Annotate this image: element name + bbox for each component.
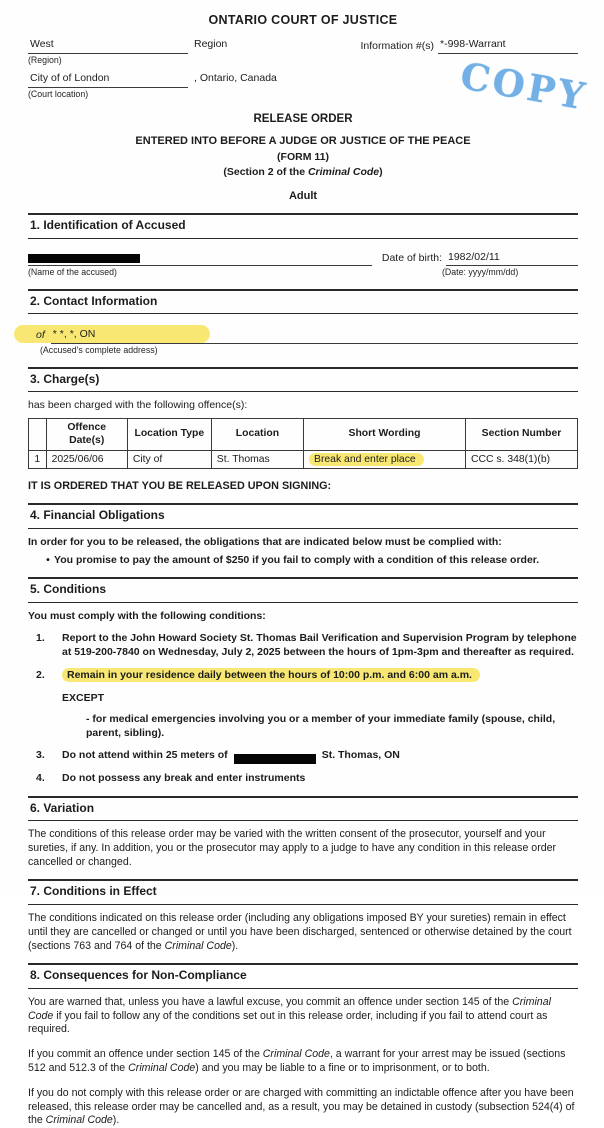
section-pre: (Section 2 of the [223, 166, 308, 179]
criminal-code-section-line [28, 166, 578, 180]
col-short-wording: Short Wording [304, 418, 466, 450]
condition-2-text-wrap [62, 669, 480, 683]
information-field [438, 38, 578, 54]
criminal-code-italic: Criminal Code [164, 939, 232, 952]
information-block [360, 38, 578, 54]
name-field-block [28, 251, 372, 267]
entered-line: ENTERED INTO BEFORE A JUDGE OR JUSTICE OF THE PEACE [135, 135, 471, 148]
financial-bullet-text: You promise to pay the amount of $250 if you fail to comply with a condition of this release order. [54, 553, 540, 566]
section-5-heading: 5. Conditions [28, 577, 578, 603]
except-detail: - for medical emergencies involving you or a member of your immediate family (spouse, child, parent, sibling). [86, 712, 556, 739]
condition-1-text: Report to the John Howard Society St. Thomas Bail Verification and Supervision Program by telephone at 519-200-7840 on Wednesday, July 2, 2025 between the hours of 1pm-3pm and thereafter as required. [62, 632, 577, 659]
information-label: Information #(s) [360, 40, 434, 53]
adult-label: Adult [288, 189, 318, 202]
bullet-icon: • [46, 553, 50, 566]
information-value: *-998-Warrant [440, 38, 506, 51]
para1-pre: You are warned that, unless you have a lawful excuse, you commit an offence under section 145 of the [28, 995, 513, 1008]
cell-short-wording [304, 450, 466, 469]
of-label: of [36, 329, 45, 342]
except-label: EXCEPT [62, 692, 105, 705]
redaction-bar-name [28, 254, 140, 263]
condition-2-highlight: Remain in your residence daily between the hours of 10:00 p.m. and 6:00 am a.m. [62, 668, 480, 682]
para3-post: ). [112, 1114, 120, 1127]
copy-stamp: COPY [457, 53, 591, 119]
conditions-in-effect-text [28, 912, 578, 953]
variation-text: The conditions of this release order may be varied with the written consent of the prosecutor, yourself and your sureties, if any. In addition, you or the prosecutor may apply to a judge to have any condition in this release order cancelled or changed. [28, 828, 557, 868]
effect-pre: The conditions indicated on this release order (including any obligations imposed BY your sureties) remain in effect until they are cancelled or changed or until you have been discharged, sentenced or otherwise detained by the court (sections 763 and 764 of the [28, 912, 572, 952]
region-field [28, 38, 188, 54]
section-6-heading: 6. Variation [28, 796, 578, 822]
court-location-sublabel: (Court location) [28, 88, 89, 99]
cell-offence-date: 2025/06/06 [46, 450, 127, 469]
consequences-para-3 [28, 1087, 578, 1128]
condition-3-text [62, 749, 400, 763]
condition-3 [28, 749, 578, 763]
para2-post: ) and you may be liable to a fine or to imprisonment, or to both. [195, 1061, 490, 1074]
criminal-code-italic: Criminal Code [307, 166, 380, 179]
charges-table [28, 418, 578, 470]
col-row-number [29, 418, 47, 450]
redaction-bar-address [234, 754, 316, 764]
criminal-code-italic: Criminal Code [262, 1048, 330, 1061]
para2-pre: If you commit an offence under section 145 of the [28, 1048, 263, 1061]
financial-intro: In order for you to be released, the obligations that are indicated below must be complied with: [28, 535, 502, 548]
condition-3-number: 3. [36, 749, 45, 762]
col-location: Location [211, 418, 303, 450]
court-location-field [28, 72, 188, 88]
section-post: ) [379, 166, 383, 179]
cell-row-number: 1 [29, 450, 47, 469]
name-field [28, 251, 372, 267]
court-location-suffix: , Ontario, Canada [194, 72, 277, 85]
section-3-heading: 3. Charge(s) [28, 367, 578, 393]
dob-value: 1982/02/11 [448, 250, 500, 263]
form-number: (FORM 11) [277, 150, 329, 163]
condition-2 [28, 669, 578, 683]
address-sublabel: (Accused's complete address) [40, 345, 158, 356]
charges-intro: has been charged with the following offence(s): [28, 399, 248, 412]
condition-3-pre: Do not attend within 25 meters of [62, 749, 228, 762]
region-row [28, 38, 578, 66]
region-field-block [28, 38, 188, 66]
court-location-value: City of of London [30, 72, 110, 85]
release-order-title: RELEASE ORDER [253, 113, 353, 126]
short-wording-highlight: Break and enter place [309, 453, 424, 466]
consequences-para-1 [28, 996, 578, 1037]
para3-pre: If you do not comply with this release order or are charged with committing an indictable offence after you have been released, this release order may be cancelled and, as a result, you may be detained in custody (subsection 524(4) of the [28, 1086, 575, 1127]
section-4-heading: 4. Financial Obligations [28, 503, 578, 529]
section-7-heading: 7. Conditions in Effect [28, 879, 578, 905]
condition-3-post: St. Thomas, ON [321, 749, 400, 762]
court-location-row [28, 72, 578, 100]
section-1-heading: 1. Identification of Accused [28, 213, 578, 239]
section-2-heading: 2. Contact Information [28, 289, 578, 315]
para2-mid: , a warrant for your arrest may be issued (sections 512 and 512.3 of the [28, 1048, 566, 1074]
section-8-heading: 8. Consequences for Non-Compliance [28, 963, 578, 989]
name-sublabel: (Name of the accused) [28, 267, 117, 278]
region-sublabel: (Region) [28, 54, 62, 65]
title-block [28, 112, 578, 203]
condition-4 [28, 772, 578, 786]
dob-field [446, 251, 578, 267]
region-value: West [30, 38, 54, 51]
address-row [28, 328, 578, 344]
condition-4-text: Do not possess any break and enter instruments [62, 771, 306, 784]
page-title: ONTARIO COURT OF JUSTICE [208, 13, 398, 27]
criminal-code-italic: Criminal Code [128, 1061, 196, 1074]
effect-post: ). [231, 939, 239, 952]
condition-4-number: 4. [36, 771, 45, 784]
address-value: * *, *, ON [52, 328, 96, 341]
court-location-block [28, 72, 188, 100]
region-suffix-label: Region [194, 38, 228, 51]
address-field [51, 328, 578, 344]
col-section-number: Section Number [465, 418, 577, 450]
criminal-code-italic: Criminal Code [45, 1114, 113, 1127]
condition-2-number: 2. [36, 668, 45, 681]
ordered-statement: IT IS ORDERED THAT YOU BE RELEASED UPON SIGNING: [28, 480, 332, 493]
cell-location: St. Thomas [211, 450, 303, 469]
name-sublabel-row [28, 266, 578, 278]
col-offence-dates: Offence Date(s) [46, 418, 127, 450]
para1-post: if you fail to follow any of the conditions set out in this release order, including if you fail to attend court as required. [28, 1009, 548, 1036]
dob-label: Date of birth: [381, 251, 442, 264]
criminal-code-italic: Criminal Code [28, 995, 551, 1022]
consequences-para-2 [28, 1048, 578, 1076]
condition-1 [28, 632, 578, 659]
charges-header-row [29, 418, 578, 450]
financial-bullet-item [28, 554, 578, 568]
dob-sublabel: (Date: yyyy/mm/dd) [442, 267, 519, 278]
table-row [29, 450, 578, 469]
col-location-type: Location Type [127, 418, 211, 450]
cell-location-type: City of [127, 450, 211, 469]
name-row [28, 251, 578, 267]
condition-1-number: 1. [36, 632, 45, 645]
cell-section-number: CCC s. 348(1)(b) [465, 450, 577, 469]
conditions-intro: You must comply with the following conditions: [28, 609, 266, 622]
